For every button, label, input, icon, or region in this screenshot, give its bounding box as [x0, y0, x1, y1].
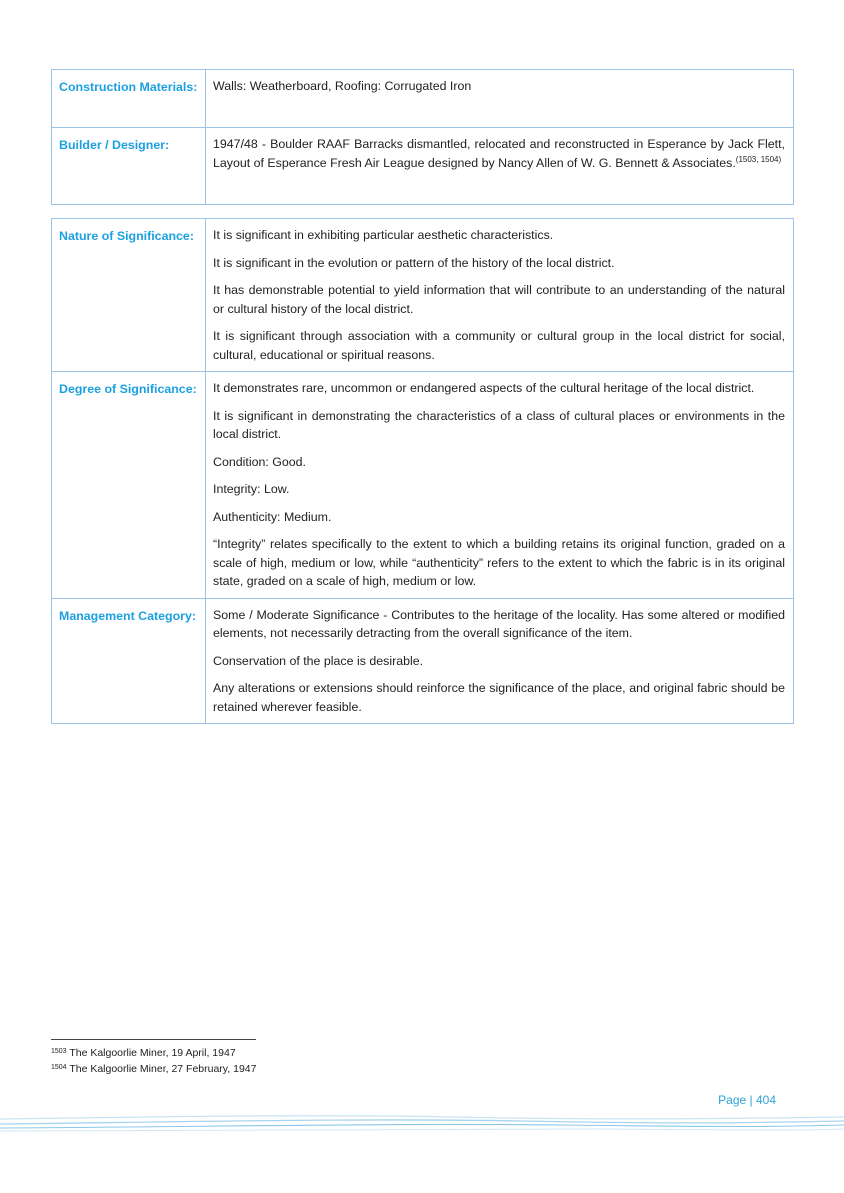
row-label: Construction Materials: [52, 70, 206, 128]
paragraph [213, 135, 785, 172]
paragraph: It is significant in exhibiting particular aesthetic characteristics. [213, 228, 554, 242]
paragraph: Some / Moderate Significance - Contributes to the heritage of the locality. Has some altered or modified elements, not necessarily detracting from the overall significance of the item. [213, 607, 785, 640]
paragraph: Authenticity: Medium. [213, 509, 332, 524]
footnote [51, 1047, 236, 1059]
paragraph: It is significant through association with a community or cultural group in the local district for social, cultural, educational or spiritual reasons. [213, 329, 785, 362]
construction-details-table [51, 69, 794, 205]
row-label: Nature of Significance: [52, 219, 206, 372]
footnote-text: The Kalgoorlie Miner, 27 February, 1947 [69, 1063, 257, 1075]
paragraph: It has demonstrable potential to yield information that will contribute to an understanding of the natural or cultural history of the local district. [213, 283, 785, 316]
table-row [52, 128, 794, 205]
footnote-separator [51, 1039, 256, 1040]
paragraph: Any alterations or extensions should reinforce the significance of the place, and original fabric should be retained wherever feasible. [213, 681, 785, 714]
paragraph: It is significant in demonstrating the characteristics of a class of cultural places or environments in the local district. [213, 408, 785, 441]
row-value [206, 372, 794, 599]
footnote-number: 1504 [51, 1064, 67, 1071]
footnote-text: The Kalgoorlie Miner, 19 April, 1947 [69, 1047, 236, 1059]
paragraph: Integrity: Low. [213, 482, 290, 496]
paragraph: Walls: Weatherboard, Roofing: Corrugated Iron [213, 79, 472, 93]
footer-wave-decoration [0, 1110, 844, 1140]
table-row [52, 372, 794, 599]
row-label: Builder / Designer: [52, 128, 206, 205]
table-row [52, 219, 794, 372]
paragraph: Conservation of the place is desirable. [213, 653, 424, 668]
significance-table [51, 218, 794, 724]
paragraph: “Integrity” relates specifically to the extent to which a building retains its original function, graded on a scale of high, medium or low, while “authenticity” refers to the extent to which the fabric is in its original state, graded on a scale of high, medium or low. [213, 537, 785, 588]
paragraph: It is significant in the evolution or pattern of the history of the local district. [213, 255, 615, 270]
paragraph: It demonstrates rare, uncommon or endangered aspects of the cultural heritage of the local district. [213, 381, 755, 395]
footnote [51, 1063, 256, 1075]
row-value [206, 598, 794, 724]
footnote-number: 1503 [51, 1048, 67, 1055]
page-number: Page | 404 [718, 1093, 776, 1107]
row-value [206, 219, 794, 372]
row-value [206, 70, 794, 128]
row-label: Management Category: [52, 598, 206, 724]
table-row [52, 598, 794, 724]
paragraph-text: 1947/48 - Boulder RAAF Barracks dismantled, relocated and reconstructed in Esperance by Jack Flett, Layout of Esperance Fresh Air League designed by Nancy Allen of W. G. Bennett & Associates. [213, 137, 785, 170]
row-value [206, 128, 794, 205]
paragraph: Condition: Good. [213, 454, 306, 469]
table-row [52, 70, 794, 128]
row-label: Degree of Significance: [52, 372, 206, 599]
footnote-reference[interactable]: (1503, 1504) [735, 154, 782, 164]
